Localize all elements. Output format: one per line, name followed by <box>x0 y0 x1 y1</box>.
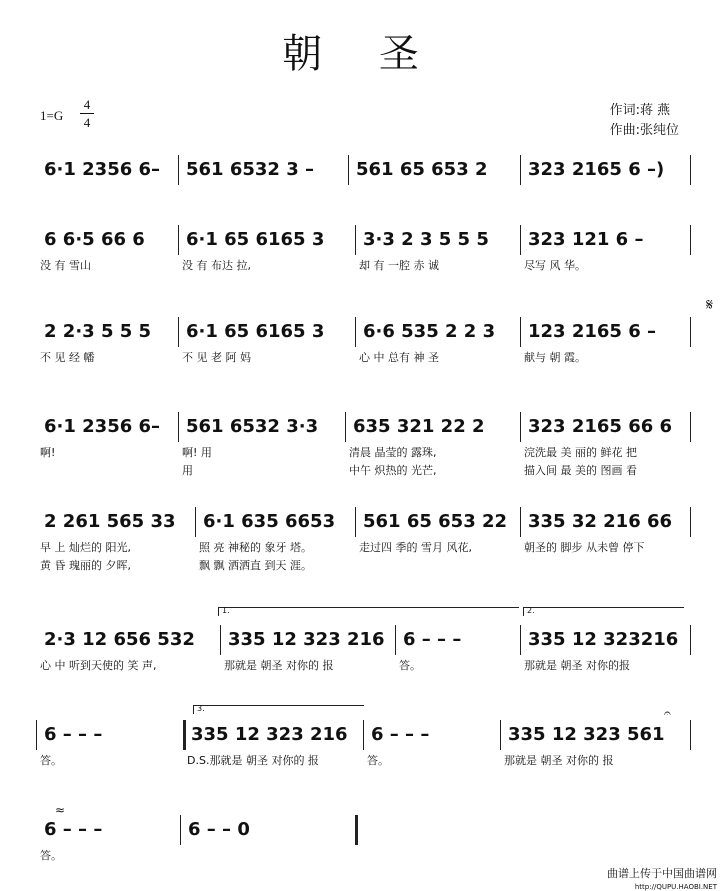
lyric-segment: 啊! <box>40 446 56 459</box>
lyric-line <box>0 657 723 675</box>
breath-mark-icon: ≈ <box>55 803 66 817</box>
lyric-segment: 答。 <box>40 754 62 767</box>
lyric-segment: 早 上 灿烂的 阳光, <box>40 541 131 554</box>
measure: 561 6532 3·3 <box>186 416 319 437</box>
measure: 6 – – – <box>371 724 430 745</box>
lyric-segment: 浣洗最 美 丽的 鲜花 把 <box>524 446 637 459</box>
measure: 6 – – – <box>44 724 103 745</box>
time-sig-top: 4 <box>83 97 91 112</box>
lyric-segment: 尽写 风 华。 <box>524 259 586 272</box>
volta-3: 3. <box>193 705 364 714</box>
barline <box>355 815 358 845</box>
barline <box>195 507 196 537</box>
notes-row <box>0 720 723 750</box>
lyric-line <box>0 444 723 462</box>
barline <box>690 625 691 655</box>
lyric-segment: 那就是 朝圣 对你的 报 <box>224 659 334 672</box>
lyric-segment: 心 中 总有 神 圣 <box>359 351 439 364</box>
lyric-segment: 没 有 雪山 <box>40 259 91 272</box>
measure: 323 121 6 – <box>528 229 644 250</box>
lyric-segment: 描入间 最 美的 图画 看 <box>524 464 637 477</box>
barline <box>220 625 221 655</box>
lyric-segment: 那就是 朝圣 对你的 报 <box>504 754 614 767</box>
key-signature: 1=G <box>40 108 64 123</box>
measure: 6 – – – <box>403 629 462 650</box>
barline <box>355 507 356 537</box>
barline <box>178 317 179 347</box>
lyric-segment: 答。 <box>399 659 421 672</box>
fermata-icon: 𝄐 <box>664 706 671 720</box>
song-title: 朝 圣 <box>282 31 441 77</box>
barline <box>345 412 346 442</box>
lyric-line <box>0 557 723 575</box>
lyric-segment: 没 有 布达 拉, <box>182 259 251 272</box>
barline <box>520 225 521 255</box>
barline <box>355 225 356 255</box>
lyric-segment: 答。 <box>40 849 62 862</box>
lyric-segment: 献与 朝 霞。 <box>524 351 586 364</box>
measure: 2 261 565 33 <box>44 511 176 532</box>
notes-row <box>0 412 723 442</box>
volta-2: 2. <box>523 607 684 616</box>
notes-row <box>0 507 723 537</box>
barline <box>520 317 521 347</box>
notes-row <box>0 225 723 255</box>
lyric-segment: 那就是 朝圣 对你的报 <box>524 659 630 672</box>
lyric-segment: 用 <box>182 464 193 477</box>
measure: 335 12 323216 <box>528 629 679 650</box>
barline <box>395 625 396 655</box>
notes-row <box>0 815 723 845</box>
measure: 561 65 653 2 <box>356 159 488 180</box>
barline <box>178 225 179 255</box>
measure: 6·1 2356 6– <box>44 416 161 437</box>
barline <box>363 720 364 750</box>
lyric-segment: 飘 飘 洒洒直 到天 涯。 <box>199 559 312 572</box>
measure: 561 6532 3 – <box>186 159 314 180</box>
lyric-segment: 啊! 用 <box>182 446 212 459</box>
measure: 123 2165 6 – <box>528 321 656 342</box>
time-sig-bottom: 4 <box>83 115 91 130</box>
lyric-segment: 却 有 一腔 赤 诚 <box>359 259 439 272</box>
barline <box>355 317 356 347</box>
lyric-line <box>0 752 723 770</box>
lyric-segment: 清晨 晶莹的 露珠, <box>349 446 437 459</box>
footer-credit: 曲谱上传于中国曲谱网 <box>607 867 717 880</box>
lyric-segment: 走过四 季的 雪月 风花, <box>359 541 472 554</box>
lyric-segment: 心 中 听到天使的 笑 声, <box>40 659 157 672</box>
notes-row <box>0 155 723 185</box>
measure: 635 321 22 2 <box>353 416 485 437</box>
barline <box>690 720 691 750</box>
barline <box>690 155 691 185</box>
barline <box>690 412 691 442</box>
lyric-segment: 不 见 老 阿 妈 <box>182 351 251 364</box>
barline <box>520 507 521 537</box>
lyric-line <box>0 349 723 367</box>
footer-url: http://QUPU.HAOBI.NET <box>634 883 717 891</box>
barline <box>500 720 501 750</box>
barline <box>180 815 181 845</box>
measure: 6 – – 0 <box>188 819 250 840</box>
measure: 335 12 323 561 <box>508 724 665 745</box>
measure: 2·3 12 656 532 <box>44 629 195 650</box>
notes-row <box>0 317 723 347</box>
lyric-segment: 答。 <box>367 754 389 767</box>
barline <box>183 720 186 750</box>
measure: 6 6·5 66 6 <box>44 229 145 250</box>
barline <box>520 625 521 655</box>
measure: 2 2·3 5 5 5 <box>44 321 152 342</box>
lyric-segment: 黄 昏 瑰丽的 夕晖, <box>40 559 131 572</box>
barline <box>36 720 37 750</box>
composer: 作曲:张纯位 <box>609 123 679 138</box>
lyric-line <box>0 539 723 557</box>
measure: 335 12 323 216 <box>228 629 385 650</box>
barline <box>520 412 521 442</box>
measure: 6·1 65 6165 3 <box>186 229 325 250</box>
barline <box>178 412 179 442</box>
lyric-line <box>0 847 723 865</box>
barline <box>690 225 691 255</box>
volta-1: 1. <box>218 607 519 616</box>
barline <box>690 317 691 347</box>
measure: 6·1 65 6165 3 <box>186 321 325 342</box>
barline <box>348 155 349 185</box>
credits <box>610 101 679 141</box>
time-signature <box>80 97 94 130</box>
lyric-line <box>0 257 723 275</box>
notes-row <box>0 625 723 655</box>
lyric-segment: 朝圣的 脚步 从未曾 停下 <box>524 541 645 554</box>
lyric-segment: 不 见 经 幡 <box>40 351 95 364</box>
segno-icon: 𝄋 <box>706 295 713 314</box>
lyric-segment: D.S.那就是 朝圣 对你的 报 <box>187 754 319 767</box>
measure: 3·3 2 3 5 5 5 <box>363 229 489 250</box>
measure: 323 2165 6 –) <box>528 159 665 180</box>
measure: 335 32 216 66 <box>528 511 673 532</box>
measure: 323 2165 66 6 <box>528 416 673 437</box>
lyric-segment: 中午 炽热的 光芒, <box>349 464 437 477</box>
measure: 6·6 535 2 2 3 <box>363 321 496 342</box>
lyric-segment: 照 亮 神秘的 象牙 塔。 <box>199 541 312 554</box>
barline <box>520 155 521 185</box>
measure: 561 65 653 22 <box>363 511 508 532</box>
measure: 6 – – – <box>44 819 103 840</box>
barline <box>178 155 179 185</box>
measure: 6·1 635 6653 <box>203 511 336 532</box>
lyric-line <box>0 462 723 480</box>
measure: 335 12 323 216 <box>191 724 348 745</box>
measure: 6·1 2356 6– <box>44 159 161 180</box>
lyricist: 作词:蒋 燕 <box>609 103 671 118</box>
barline <box>690 507 691 537</box>
